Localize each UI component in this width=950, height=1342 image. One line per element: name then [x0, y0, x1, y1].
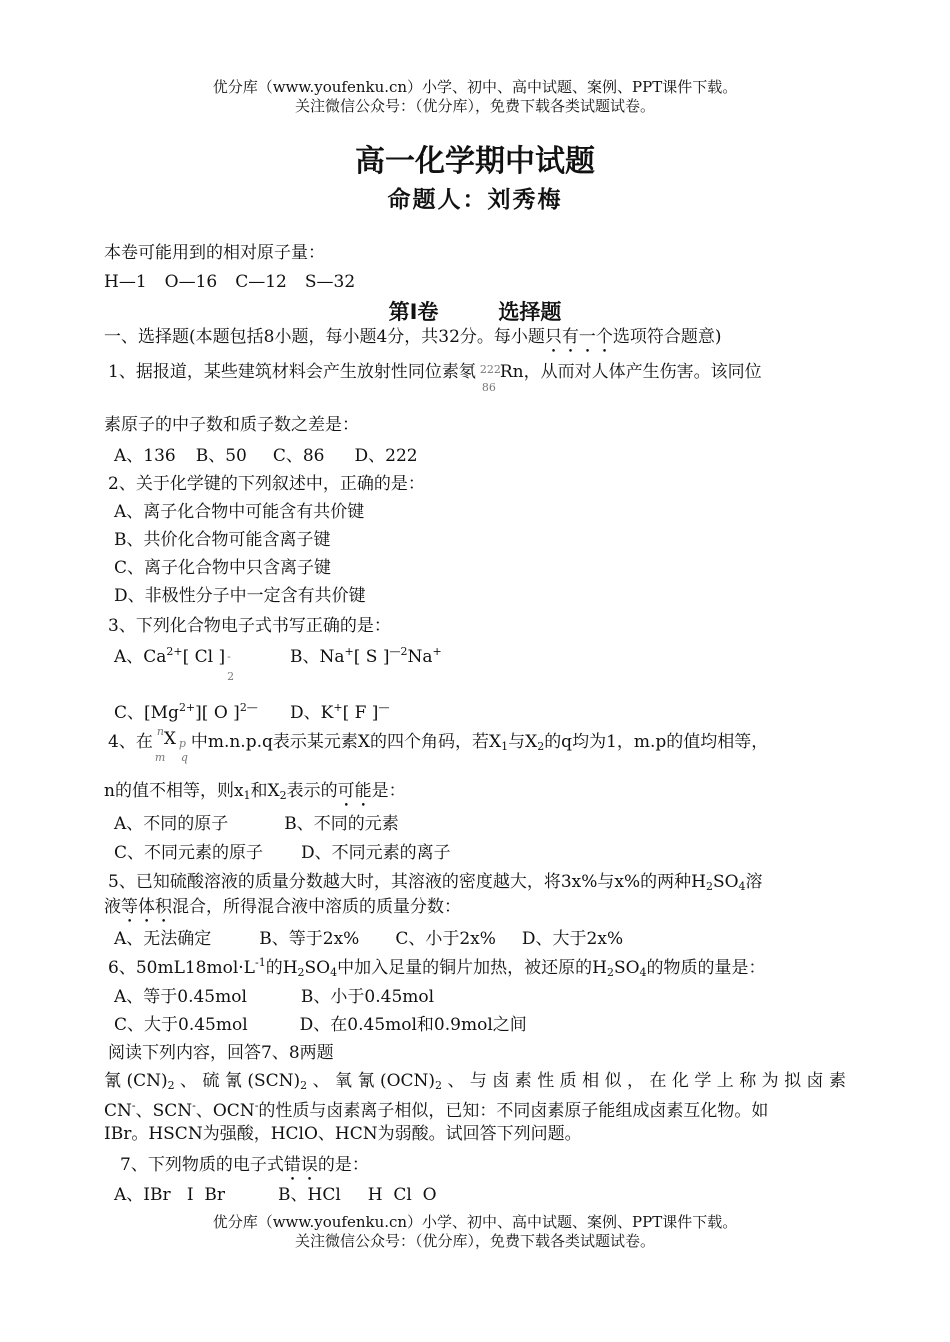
q4-n: n [156, 725, 164, 738]
q5-sub-4: 4 [738, 880, 746, 893]
q5-stem [108, 867, 763, 893]
q6-sub-4: 4 [330, 966, 338, 979]
question-4 [108, 725, 769, 764]
q1-stem-cont: 素原子的中子数和质子数之差是： [104, 415, 359, 435]
q3-option-a [114, 642, 235, 683]
reading-l2-a: CN [104, 1101, 132, 1121]
reading-intro: 阅读下列内容，回答7、8两题 [108, 1043, 334, 1063]
q7-emphasis: 错误 [283, 1155, 318, 1175]
volume-heading [0, 296, 950, 326]
q5-post: 溶 [745, 872, 763, 892]
q4-sub-1: 1 [501, 740, 509, 753]
q3-c-label: C、[Mg [114, 703, 179, 723]
q5-so: SO [712, 872, 739, 892]
author-line: 命题人：刘秀梅 [387, 187, 563, 213]
q3-d-label: D、K [290, 703, 334, 723]
q3-b-mid: [ S ] [353, 647, 390, 667]
q4-sub-2: 2 [537, 740, 545, 753]
q2-option-b: B、共价化合物可能含离子键 [114, 530, 331, 550]
q1-mass-number: 222 [479, 363, 501, 376]
q6-pre: 6、50mL18mol·L [108, 958, 255, 978]
volume-title: 第Ⅰ卷 [388, 300, 439, 324]
reading-l2-b: 、SCN [135, 1101, 193, 1121]
q6-options-row-1 [114, 982, 434, 1007]
q4-options-row-2 [114, 838, 451, 863]
reading-l1-a: 氰(CN) [104, 1071, 168, 1091]
q1-option-b: B、50 [195, 446, 247, 466]
q1-option-d: D、222 [354, 446, 418, 466]
q6-so4b: SO [613, 958, 640, 978]
q5-option-b: B、等于2x% [259, 929, 360, 949]
q3-a-sup: - [227, 650, 231, 663]
q7-option-b: B、HCl H Cl O [278, 1185, 437, 1205]
q5-options [114, 924, 623, 949]
q6-mid2: 中加入足量的铜片加热，被还原的H [337, 958, 607, 978]
q4-option-d: D、不同元素的离子 [301, 843, 451, 863]
q1-symbol: Rn [499, 362, 524, 382]
q5-cont-pre: 液 [104, 897, 121, 917]
q6-stem [108, 953, 766, 979]
q3-option-d [290, 698, 389, 723]
q3-option-b [290, 642, 442, 667]
q6-option-a: A、等于0.45mol [114, 987, 247, 1007]
reading-line-3: IBr。HSCN为强酸，HClO、HCN为弱酸。试回答下列问题。 [104, 1124, 582, 1144]
section-1-instructions [104, 325, 722, 357]
footer-line-2: 关注微信公众号：（优分库），免费下载各类试题试卷。 [294, 1232, 655, 1250]
q7-pre: 7、下列物质的电子式 [120, 1155, 284, 1175]
q3-b-label: B、Na [290, 647, 345, 667]
q3-b-charge: + [344, 645, 354, 658]
q4-option-a: A、不同的原子 [114, 814, 229, 834]
q4-cont-post: 是： [371, 781, 406, 801]
question-1 [108, 357, 762, 394]
q4-cont-emphasis: 可能 [337, 781, 372, 801]
q4-and: 与X [508, 732, 538, 752]
reading-l1-sub-1: 2 [167, 1079, 175, 1092]
q5-option-a: A、无法确定 [114, 929, 212, 949]
q5-option-c: C、小于2x% [395, 929, 496, 949]
q3-d-rest: [ F ] [342, 703, 379, 723]
q3-a-charge: 2+ [166, 645, 183, 658]
q3-b-end: Na [407, 647, 433, 667]
reading-l2-sup-3: - [254, 1099, 259, 1112]
q5-sub-2: 2 [705, 880, 713, 893]
q1-atomic-number: 86 [481, 381, 496, 394]
reading-l2-d: 的性质与卤素离子相似，已知：不同卤素原子能组成卤素互化物。如 [258, 1101, 769, 1121]
volume-subtitle: 选择题 [498, 300, 562, 324]
q2-option-a: A、离子化合物中可能含有共价键 [114, 502, 365, 522]
q5-cont-post: 混合，所得混合液中溶质的质量分数： [172, 897, 461, 917]
q6-option-b: B、小于0.45mol [300, 987, 435, 1007]
q5-option-d: D、大于2x% [521, 929, 624, 949]
reading-line-1 [104, 1066, 846, 1092]
q3-c-rest: ][ O ] [195, 703, 240, 723]
q4-option-b: B、不同的元素 [284, 814, 399, 834]
q2-stem: 2、关于化学键的下列叙述中，正确的是： [108, 474, 425, 494]
q3-d-charge: + [333, 701, 343, 714]
q3-d-charge2: — [378, 701, 390, 714]
q1-option-a: A、136 [114, 446, 176, 466]
q6-option-c: C、大于0.45mol [114, 1015, 248, 1035]
section-1-emphasis: 只有一个 [544, 327, 613, 347]
reading-l2-sup-1: - [131, 1099, 136, 1112]
atomic-mass-s: S—32 [304, 272, 356, 292]
atomic-mass-intro: 本卷可能用到的相对原子量： [104, 243, 325, 263]
q3-c-charge2: 2— [239, 701, 258, 714]
q2-option-d: D、非极性分子中一定含有共价键 [114, 586, 366, 606]
q5-cont-emphasis: 等体积 [121, 897, 172, 917]
reading-line-2 [104, 1094, 768, 1123]
q3-a-subscript-group [225, 650, 235, 683]
q4-cont [104, 779, 406, 811]
q4-cont-and: 和X [250, 781, 280, 801]
header-line-2: 关注微信公众号：（优分库），免费下载各类试题试卷。 [294, 97, 655, 115]
q4-cont-sub-2: 2 [279, 789, 287, 802]
q4-p: p [178, 737, 186, 750]
q3-b-charge3: + [432, 645, 442, 658]
q3-a-rest: [ Cl ] [182, 647, 226, 667]
q4-options-row-1 [114, 809, 399, 834]
q2-option-c: C、离子化合物中只含离子键 [114, 558, 332, 578]
reading-l1-sub-3: 2 [435, 1079, 443, 1092]
q1-stem: 1、据报道，某些建筑材料会产生放射性同位素氡 [108, 362, 476, 382]
section-1-pre: 一、选择题(本题包括8小题，每小题4分，共32分。每小题 [104, 327, 545, 347]
q6-mid: 的H [265, 958, 298, 978]
q1-options [114, 441, 418, 466]
q4-mid: 中m.n.p.q表示某元素X的四个角码，若X [190, 732, 502, 752]
q7-post: 的是： [317, 1155, 369, 1175]
section-1-post: 选项符合题意) [612, 327, 722, 347]
q4-cont-pre: n的值不相等，则x [104, 781, 244, 801]
q3-a-label: A、Ca [114, 647, 167, 667]
q4-option-c: C、不同元素的原子 [114, 843, 264, 863]
footer-line-1: 优分库（www.youfenku.cn）小学、初中、高中试题、案例、PPT课件下载。 [212, 1213, 738, 1231]
q1-option-c: C、86 [272, 446, 325, 466]
q5-pre: 5、已知硫酸溶液的质量分数越大时，其溶液的密度越大，将3x%与x%的两种H [108, 872, 706, 892]
q6-sub-2: 2 [297, 966, 305, 979]
reading-l1-c: 、氧氰(OCN) [307, 1071, 436, 1091]
q4-cont-mid: 表示的 [286, 781, 338, 801]
q3-option-c [114, 698, 258, 723]
q6-post: 的物质的量是： [646, 958, 766, 978]
reading-l1-sub-2: 2 [300, 1079, 308, 1092]
q4-cont-sub-1: 1 [243, 789, 251, 802]
q7-option-a: A、IBr I Br [114, 1185, 225, 1205]
atomic-mass-o: O—16 [164, 272, 218, 292]
q6-option-d: D、在0.45mol和0.9mol之间 [299, 1015, 527, 1035]
page-title: 高一化学期中试题 [355, 144, 595, 179]
q5-cont [104, 895, 461, 927]
q4-pre: 4、在 [108, 732, 153, 752]
q4-notation [153, 725, 191, 764]
reading-l1-d: 、与卤素性质相似，在化学上称为拟卤素 [442, 1071, 846, 1091]
q3-a-sub: 2 [227, 670, 235, 683]
q1-stem-post: ，从而对人体产生伤害。该同位 [523, 362, 762, 382]
q4-post: 的q均为1，m.p的值均相等， [544, 732, 769, 752]
q3-b-charge2: —2 [389, 645, 408, 658]
atomic-mass-list [104, 270, 355, 294]
reading-l2-c: 、OCN [195, 1101, 255, 1121]
q3-stem: 3、下列化合物电子式书写正确的是： [108, 616, 391, 636]
q6-sub-2b: 2 [606, 966, 614, 979]
atomic-mass-c: C—12 [235, 272, 287, 292]
reading-l2-sup-2: - [192, 1099, 196, 1112]
q6-sub-4b: 4 [639, 966, 647, 979]
q6-so4: SO [304, 958, 331, 978]
q3-c-charge: 2+ [178, 701, 196, 714]
q4-x: X [163, 729, 176, 749]
q4-m: m [154, 751, 166, 764]
reading-l1-b: 、硫氰(SCN) [174, 1071, 301, 1091]
q4-q: q [180, 751, 188, 764]
q1-isotope-notation [476, 359, 501, 394]
atomic-mass-h: H—1 [104, 272, 147, 292]
header-line-1: 优分库（www.youfenku.cn）小学、初中、高中试题、案例、PPT课件下载。 [212, 78, 738, 96]
q6-options-row-2 [114, 1010, 527, 1035]
q6-sup: -1 [254, 956, 266, 969]
